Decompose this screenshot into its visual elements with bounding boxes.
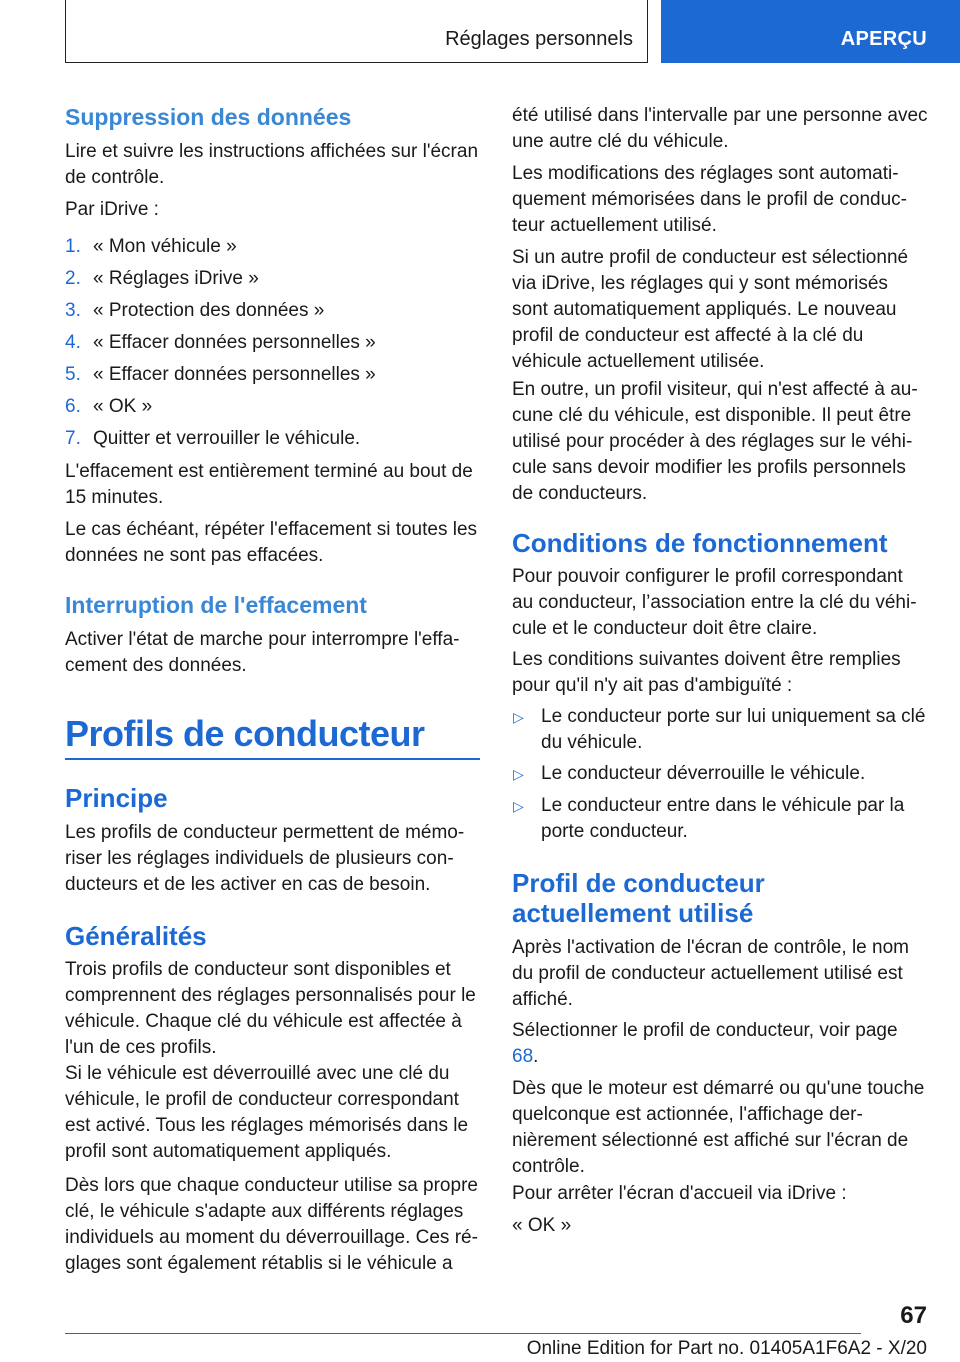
heading-generalites: Généralités	[65, 921, 207, 951]
step-text: « Mon véhicule »	[93, 236, 237, 257]
paragraph: Pour pouvoir configurer le profil correspondant au conducteur, l’association entre la clé du véhicule et le conducteur doit être claire.	[512, 566, 917, 639]
triangle-right-icon: ▷	[513, 798, 524, 814]
heading-conditions: Conditions de fonctionnement	[512, 528, 888, 558]
step-number: 1.	[65, 236, 81, 257]
step-text: « Effacer données personnelles »	[93, 364, 376, 385]
step-text: « Protection des données »	[93, 300, 325, 321]
step-number: 4.	[65, 332, 81, 353]
paragraph: Les modifications des réglages sont automatiquement mémorisées dans le profil de conducteur actuellement utilisé.	[512, 163, 907, 236]
step-text: « Effacer données personnelles »	[93, 332, 376, 353]
paragraph: Pour arrêter l'écran d'accueil via iDrive :	[512, 1183, 847, 1204]
paragraph: Dès lors que chaque conducteur utilise sa propre clé, le véhicule s'adapte aux différents réglages individuels au moment du déverrouillage. Ces réglages sont également rétablis si le véhicule a	[65, 1175, 478, 1274]
bullet-text: Le conducteur porte sur lui uniquement sa clé du véhicule.	[541, 706, 926, 753]
step-number: 7.	[65, 428, 81, 449]
step-text: « Réglages iDrive »	[93, 268, 259, 289]
footer-edition: Online Edition for Part no. 01405A1F6A2 - X/20	[526, 1338, 927, 1359]
heading-interruption: Interruption de l'effacement	[65, 592, 367, 618]
paragraph: Les profils de conducteur permettent de mémoriser les réglages individuels de plusieurs conducteurs et de les activer en cas de besoin.	[65, 822, 465, 895]
paragraph: Les conditions suivantes doivent être remplies pour qu'il n'y ait pas d'ambiguïté :	[512, 649, 901, 696]
paragraph: Lire et suivre les instructions affichées sur l'écran de contrôle.	[65, 141, 479, 188]
chapter-divider	[65, 758, 480, 760]
step-number: 6.	[65, 396, 81, 417]
paragraph: Trois profils de conducteur sont disponibles et comprennent des réglages personnalisés pour le véhicule. Chaque clé du véhicule est affectée à l'un de ces profils.	[65, 959, 476, 1058]
overview-tab-label: APERÇU	[840, 28, 927, 50]
heading-principe: Principe	[65, 783, 168, 813]
page-number: 67	[900, 1302, 927, 1329]
page-header	[0, 0, 960, 66]
paragraph: L'effacement est entièrement terminé au bout de 15 minutes.	[65, 461, 473, 508]
section-header-box	[65, 0, 648, 63]
step-text: Quitter et verrouiller le véhicule.	[93, 428, 361, 449]
paragraph: été utilisé dans l'intervalle par une personne avec une autre clé du véhicule.	[512, 105, 928, 152]
bullet-text: Le conducteur entre dans le véhicule par la porte conducteur.	[541, 795, 905, 842]
step-number: 3.	[65, 300, 81, 321]
bullet-text: Le conducteur déverrouille le véhicule.	[541, 763, 866, 784]
heading-profil-actuel: Profil de conducteur actuellement utilisé	[512, 868, 765, 928]
footer-divider	[65, 1333, 861, 1334]
paragraph: Activer l'état de marche pour interrompre l'effacement des données.	[65, 629, 460, 676]
page-link[interactable]: 68	[512, 1046, 534, 1067]
paragraph: En outre, un profil visiteur, qui n'est affecté à aucune clé du véhicule, est disponible. Il peut être utilisé pour procéder à des réglages sur le véhicule sans devoir modifier les profils personnels de conducteurs.	[512, 379, 918, 504]
paragraph: Dès que le moteur est démarré ou qu'une touche quelconque est actionnée, l'affichage dernièrement sélectionné est affiché sur l'écran de contrôle.	[512, 1078, 925, 1177]
paragraph: « OK »	[512, 1215, 572, 1236]
paragraph: Après l'activation de l'écran de contrôle, le nom du profil de conducteur actuellement utilisé est affiché.	[512, 937, 909, 1010]
reference-text: Sélectionner le profil de conducteur, voir page	[512, 1020, 898, 1041]
paragraph-page-reference	[512, 1018, 928, 1070]
paragraph: Si le véhicule est déverrouillé avec une clé du véhicule, le profil de conducteur correspondant est activé. Tous les réglages mémorisés dans le profil sont automatiquement appliqués.	[65, 1063, 469, 1162]
paragraph: Le cas échéant, répéter l'effacement si toutes les données ne sont pas effacées.	[65, 519, 478, 566]
heading-suppression: Suppression des données	[65, 104, 352, 130]
triangle-right-icon: ▷	[513, 766, 524, 782]
paragraph: Si un autre profil de conducteur est sélectionné via iDrive, les réglages qui y sont mémorisés sont automatiquement appliqués. Le nouveau profil de conducteur est affecté à la clé du véhicule actuellement utilisée.	[512, 247, 909, 372]
step-number: 2.	[65, 268, 81, 289]
paragraph: Par iDrive :	[65, 199, 159, 220]
overview-tab[interactable]	[661, 0, 960, 63]
section-title: Réglages personnels	[445, 28, 633, 50]
step-number: 5.	[65, 364, 81, 385]
step-text: « OK »	[93, 396, 153, 417]
triangle-right-icon: ▷	[513, 709, 524, 725]
chapter-title: Profils de conducteur	[65, 713, 425, 754]
reference-end: .	[533, 1046, 539, 1067]
